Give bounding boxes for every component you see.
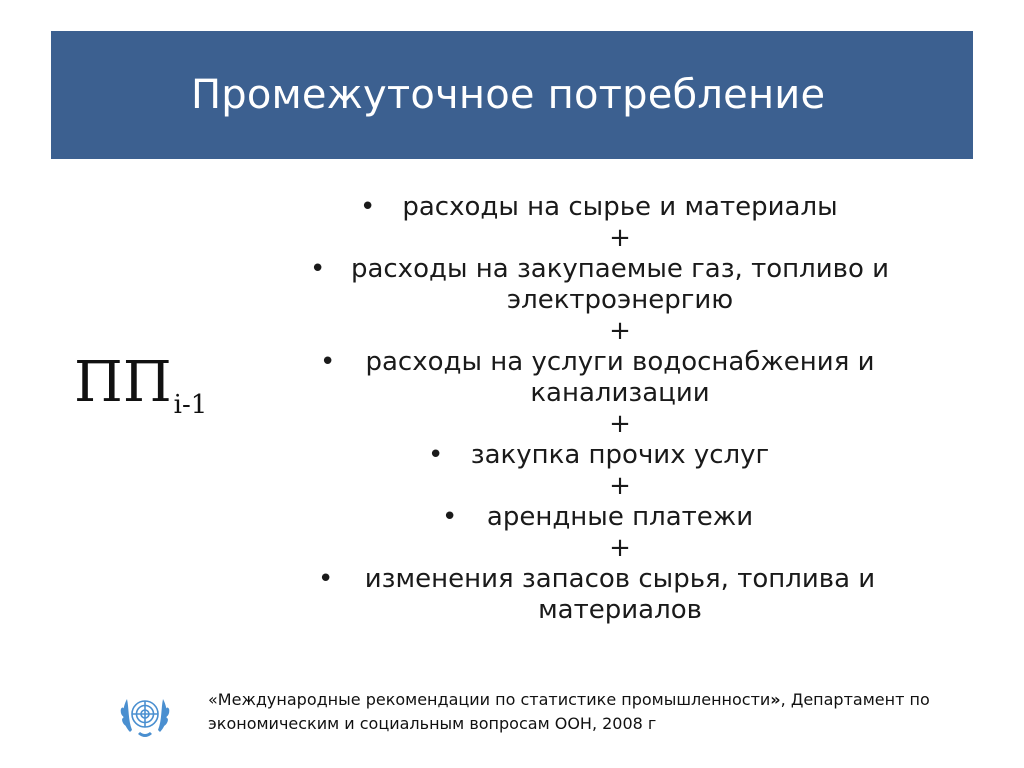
- bullet: •: [428, 440, 444, 470]
- citation-line2: экономическим и социальным вопросам ООН, 2008 г: [208, 714, 657, 733]
- bullet: •: [318, 564, 334, 594]
- list-item-text: электроэнергию: [506, 285, 734, 315]
- list-item-text: изменения запасов сырья, топлива и: [364, 564, 876, 594]
- bullet: •: [360, 192, 376, 222]
- formula-subscript: i-1: [173, 390, 208, 420]
- bullet: •: [310, 254, 326, 284]
- un-emblem-icon: [116, 690, 174, 742]
- bullet: •: [320, 347, 336, 377]
- list-item-text: расходы на услуги водоснабжения и: [365, 347, 875, 377]
- citation-close-quote: »: [770, 690, 781, 709]
- list-item-text: расходы на закупаемые газ, топливо и: [350, 254, 890, 284]
- list-item: [300, 502, 940, 533]
- formula-symbol: ПП: [74, 350, 172, 415]
- list-item: [300, 254, 940, 316]
- list-item-text: арендные платежи: [486, 502, 754, 532]
- citation-publisher: , Департамент по: [780, 690, 930, 709]
- citation-open-quote: «: [208, 690, 218, 709]
- list-item-text: канализации: [530, 378, 710, 408]
- list-item: [300, 564, 940, 626]
- title-bar: [51, 31, 973, 159]
- citation-title: Международные рекомендации по статистике промышленности: [217, 690, 771, 709]
- list-item: [300, 192, 940, 223]
- slide-title: Промежуточное потребление: [191, 72, 826, 118]
- plus-sign: +: [609, 471, 631, 501]
- plus-sign: +: [609, 533, 631, 563]
- list-item: [300, 440, 940, 471]
- bullet: •: [442, 502, 458, 532]
- formula: [74, 350, 208, 420]
- plus-sign: +: [609, 409, 631, 439]
- source-citation: [208, 688, 968, 736]
- list-item-text: закупка прочих услуг: [470, 440, 770, 470]
- cost-list: [300, 192, 940, 626]
- plus-sign: +: [609, 316, 631, 346]
- list-item: [300, 347, 940, 409]
- list-item-text: материалов: [538, 595, 702, 625]
- plus-sign: +: [609, 223, 631, 253]
- list-item-text: расходы на сырье и материалы: [402, 192, 838, 222]
